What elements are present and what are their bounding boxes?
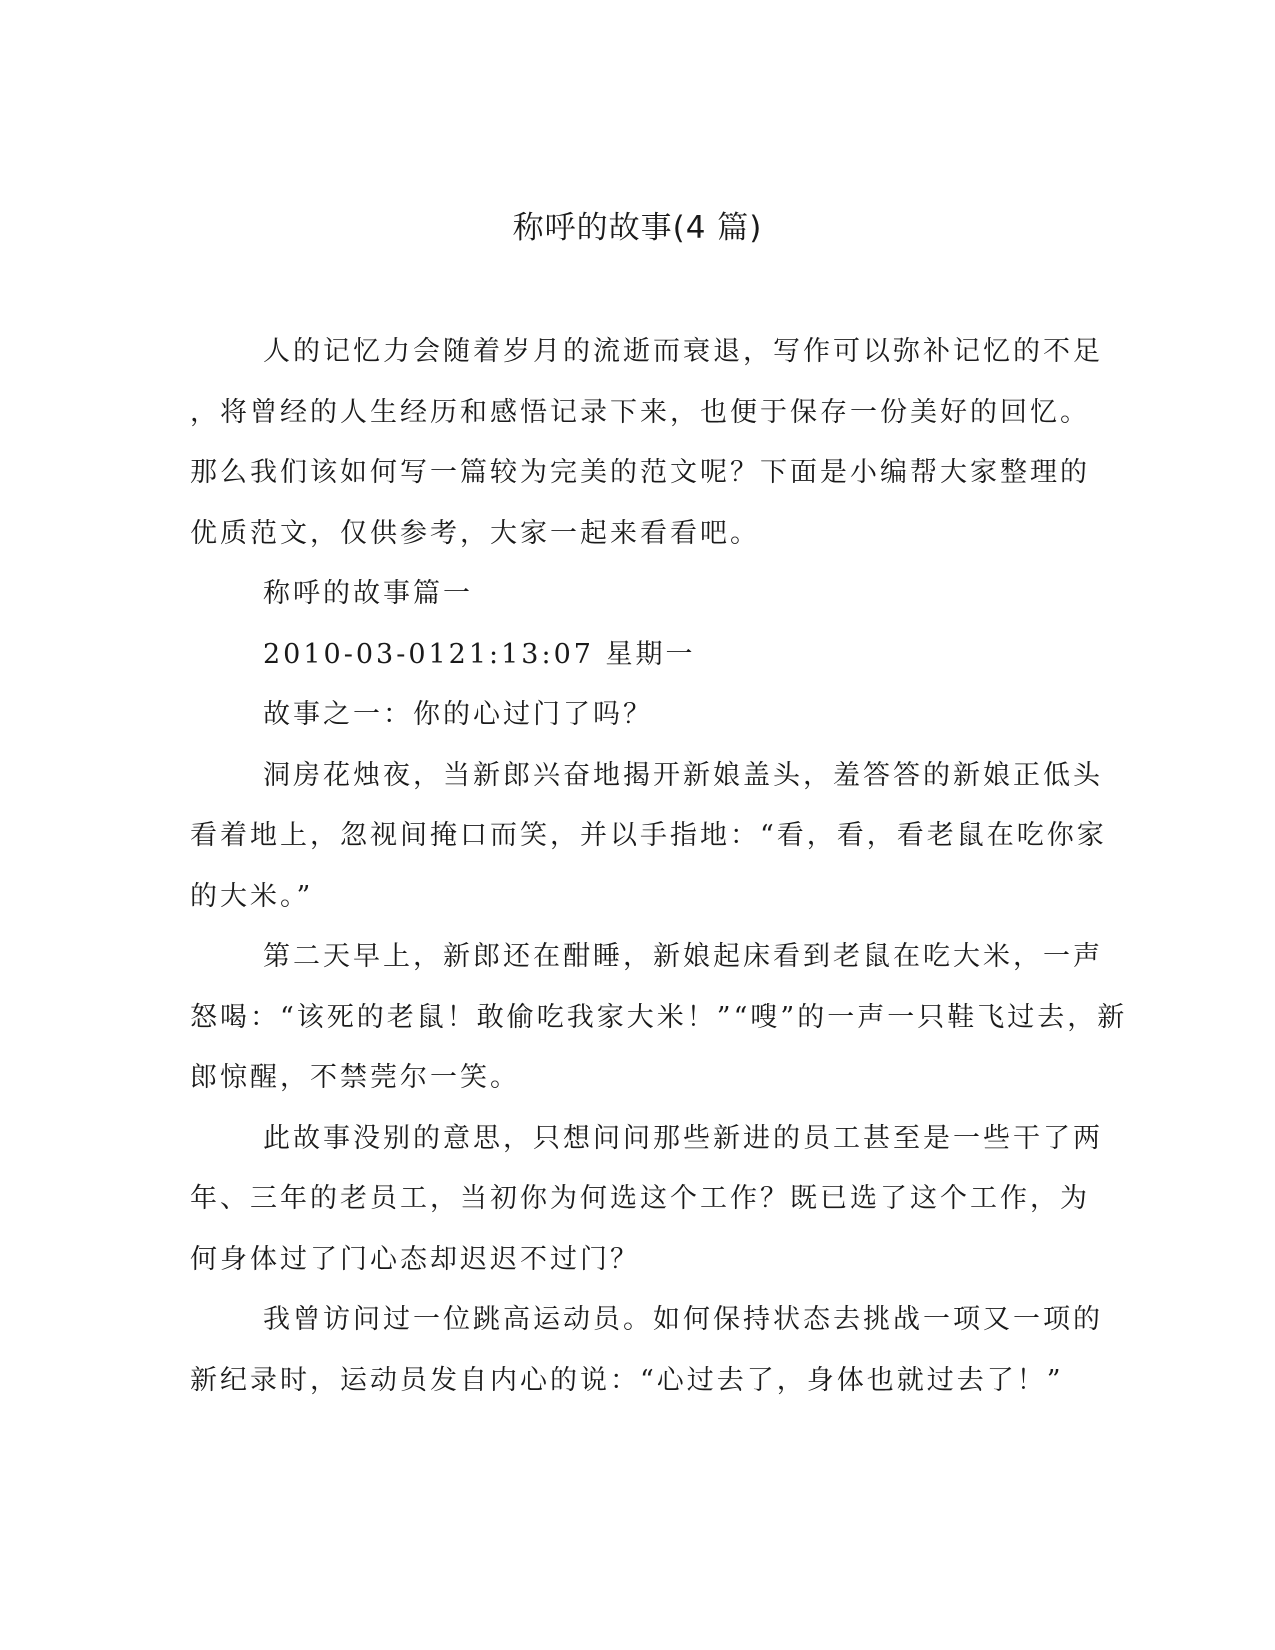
text-line: 第二天早上，新郎还在酣睡，新娘起床看到老鼠在吃大米，一声: [263, 941, 1103, 972]
text-line: 怒喝：“该死的老鼠！敢偷吃我家大米！”“嗖”的一声一只鞋飞过去，新: [190, 1001, 1128, 1033]
text-line: 那么我们该如何写一篇较为完美的范文呢？下面是小编帮大家整理的: [190, 457, 1090, 488]
text-line: 看着地上，忽视间掩口而笑，并以手指地：“看，看，看老鼠在吃你家: [190, 820, 1107, 851]
text-line: 故事之一：你的心过门了吗？: [263, 699, 653, 730]
text-line: 我曾访问过一位跳高运动员。如何保持状态去挑战一项又一项的: [263, 1304, 1103, 1335]
text-line: 的大米。”: [190, 880, 314, 912]
text-line: 洞房花烛夜，当新郎兴奋地揭开新娘盖头，羞答答的新娘正低头: [263, 759, 1103, 791]
text-line: 此故事没别的意思，只想问问那些新进的员工甚至是一些干了两: [263, 1122, 1103, 1154]
text-line: 年、三年的老员工，当初你为何选这个工作？既已选了这个工作，为: [190, 1183, 1090, 1214]
text-line: 何身体过了门心态却迟迟不过门？: [190, 1243, 640, 1275]
document-body: [190, 332, 1128, 1421]
text-line: 2010-03-0121:13:07 星期一: [263, 638, 696, 670]
text-line: 新纪录时，运动员发自内心的说：“心过去了，身体也就过去了！”: [190, 1364, 1064, 1396]
text-line: 优质范文，仅供参考，大家一起来看看吧。: [190, 517, 760, 549]
text-line: 称呼的故事篇一: [263, 578, 473, 609]
text-line: 人的记忆力会随着岁月的流逝而衰退，写作可以弥补记忆的不足: [263, 336, 1103, 367]
text-line: ，将曾经的人生经历和感悟记录下来，也便于保存一份美好的回忆。: [190, 396, 1090, 428]
document-title: 称呼的故事(4 篇): [512, 210, 763, 246]
text-line: 郎惊醒，不禁莞尔一笑。: [190, 1062, 520, 1093]
